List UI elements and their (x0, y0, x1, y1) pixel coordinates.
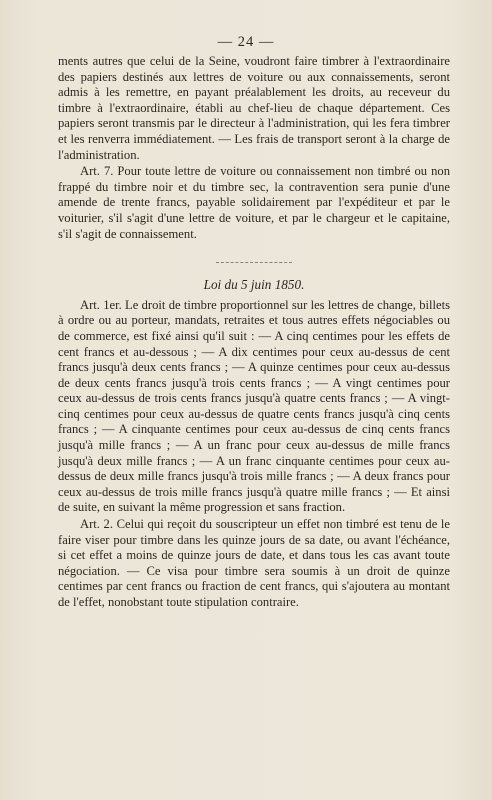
paragraph-article-2: Art. 2. Celui qui reçoit du souscripteur un effet non timbré est tenu de le faire viser pour timbre dans les quinze jours de sa date, ou avant l'échéance, si cet effet a moins de quinze jours de date, et dans tous les cas avant toute négociation. — Ce visa pour timbre sera soumis à un droit de quinze centimes par cent francs ou fraction de cent francs, qui s'ajoutera au montant de l'effet, nonobstant toute stipulation contraire. (58, 517, 450, 609)
page-number: — 24 — (217, 34, 275, 50)
section-divider (216, 262, 292, 263)
paragraph-article-7: Art. 7. Pour toute lettre de voiture ou connaissement non timbré ou non frappé du timbre noir et du timbre sec, la contravention sera punie d'une amende de trente francs, payable solidairement par l'expéditeur et par le voiturier, s'il s'agit d'une lettre de voiture, et par le chargeur et le capitaine, s'il s'agit de connaissement. (58, 164, 450, 241)
section-heading: Loi du 5 juin 1850. (203, 277, 305, 293)
paragraph-article-1: Art. 1er. Le droit de timbre proportionnel sur les lettres de change, billets à ordre ou au porteur, mandats, retraites et tous autres effets négociables ou de commerce, est fixé ainsi qu'il suit : — A cinq centimes pour les effets de cent francs et au-dessous ; — A dix centimes pour ceux au-dessus de cent francs jusqu'à deux cents francs ; — A quinze centimes pour ceux au-dessus de deux cents francs jusqu'à trois cents francs ; — A vingt centimes pour ceux au-dessus de trois cents francs jusqu'à quatre cents francs ; — A vingt-cinq centimes pour ceux au-dessus de quatre cents francs jusqu'à cinq cents francs ; — A cinquante centimes pour ceux au-dessus de cinq cents francs jusqu'à mille francs ; — A un franc pour ceux au-dessus de mille francs jusqu'à deux mille francs ; — A un franc cinquante centimes pour ceux au-dessus de deux mille francs jusqu'à trois mille francs ; — A deux francs pour ceux au-dessus de trois mille francs jusqu'à quatre mille francs ; — Et ainsi de suite, en suivant la même progression et sans fraction. (58, 297, 450, 515)
page-body (58, 54, 450, 611)
paragraph-continuation: ments autres que celui de la Seine, voudront faire timbrer à l'extraordinaire des papiers destinés aux lettres de voiture ou aux connaissements, seront admis à les remettre, en payant préalablement les droits, au receveur du timbre à l'extraordinaire, établi au chef-lieu de chaque département. Ces papiers seront transmis par le directeur à l'administration, qui les fera timbrer et les renverra immédiatement. — Les frais de transport seront à la charge de l'administration. (58, 54, 450, 162)
